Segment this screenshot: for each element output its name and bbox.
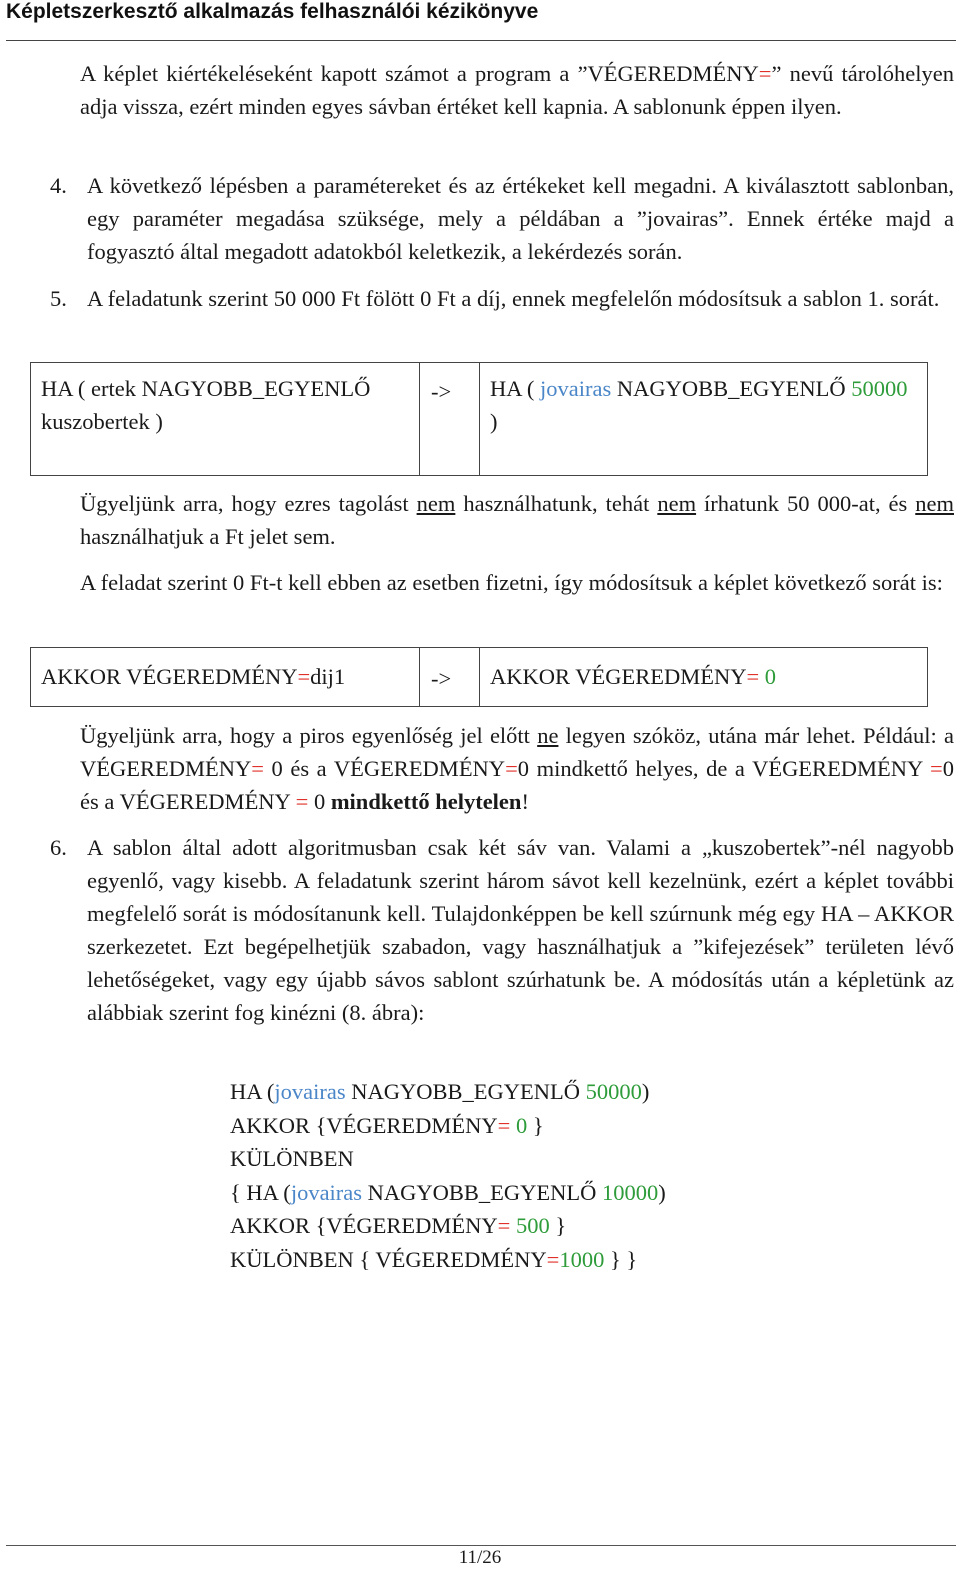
note-1-paragraph: Ügyeljünk arra, hogy ezres tagolást nem használhatunk, tehát nem írhatunk 50 000-at, és nem használhatjuk a Ft jelet sem. — [80, 491, 954, 549]
table-2-new-cell: AKKOR VÉGEREDMÉNY= 0 — [490, 664, 777, 689]
table-2-original-cell: AKKOR VÉGEREDMÉNY=dij1 — [41, 664, 346, 689]
formula-block — [230, 1075, 666, 1276]
table-1-arrow: -> — [431, 379, 452, 404]
note-2-paragraph: Ügyeljünk arra, hogy a piros egyenlőség jel előtt ne legyen szóköz, utána már lehet. Például: a VÉGEREDMÉNY= 0 és a VÉGEREDMÉNY=0 mindkettő helyes, de a VÉGEREDMÉNY =0 és a VÉGEREDMÉNY = 0 mindkettő helytelen! — [80, 723, 954, 814]
step-6-number: 6. — [50, 835, 67, 860]
step-5-number: 5. — [50, 286, 67, 311]
underlined-nem: nem — [416, 491, 456, 516]
step-4-number: 4. — [50, 173, 67, 198]
footer-divider — [6, 1545, 956, 1546]
red-equals: = — [758, 61, 772, 86]
bold-warning: mindkettő helytelen — [330, 789, 522, 814]
table-divider — [419, 363, 420, 475]
step-6-text: A sablon által adott algoritmusban csak két sáv van. Valami a „kuszobertek”-nél nagyobb egyenlő, vagy kisebb. A feladatunk szerint három sávot kell kezelnünk, ezért a képlet további megfelelő sorát is módosítanunk kell. Tulajdonképpen be kell szúrnunk még egy HA – AKKOR szerkezetet. Ezt begépelhetjük szabadon, vagy használhatjuk a ”kifejezések” területen lévő lehetőségeket, vagy egy újabb sávos sablont szúrhatunk be. A módosítás után a képletünk az alábbiak szerint fog kinézni (8. ábra): — [87, 835, 954, 1025]
page-header — [6, 0, 956, 41]
underlined-nem: nem — [657, 491, 697, 516]
formula-line-4: { HA (jovairas NAGYOBB_EGYENLŐ 10000) — [230, 1179, 666, 1205]
formula-line-1: HA (jovairas NAGYOBB_EGYENLŐ 50000) — [230, 1079, 650, 1104]
intro-paragraph — [80, 57, 954, 123]
underlined-ne: ne — [537, 723, 559, 748]
table-divider — [419, 648, 420, 706]
table-2-arrow: -> — [431, 666, 452, 691]
table-1-original-cell: HA ( ertek NAGYOBB_EGYENLŐ kuszobertek ) — [41, 376, 371, 434]
document-title: Képletszerkesztő alkalmazás felhasználói kézikönyve — [6, 0, 539, 23]
table-1-new-cell: HA ( jovairas NAGYOBB_EGYENLŐ 50000 ) — [490, 376, 908, 434]
formula-line-6: KÜLÖNBEN { VÉGEREDMÉNY=1000 } } — [230, 1246, 638, 1272]
table-divider — [479, 363, 480, 475]
formula-line-5: AKKOR {VÉGEREDMÉNY= 500 } — [230, 1213, 567, 1238]
table-divider — [479, 648, 480, 706]
value-0: 0 — [759, 664, 777, 689]
step-5-text: A feladatunk szerint 50 000 Ft fölött 0 Ft a díj, ennek megfelelőn módosítsuk a sablon 1. sorát. — [87, 286, 940, 311]
intro-text-b: ” nevű tárolóhelyen adja vissza, ezért minden egyes sávban értéket kell kapnia. A sablonunk éppen ilyen. — [80, 61, 954, 119]
replacement-table-1 — [30, 362, 928, 476]
underlined-nem: nem — [915, 491, 954, 516]
formula-line-2: AKKOR {VÉGEREDMÉNY= 0 } — [230, 1112, 544, 1138]
paragraph-2: A feladat szerint 0 Ft-t kell ebben az esetben fizetni, így módosítsuk a képlet következő sorát is: — [80, 570, 943, 595]
value-50000: 50000 — [851, 376, 908, 401]
red-equals: = — [746, 664, 760, 689]
red-equals: = — [297, 664, 311, 689]
replacement-table-2 — [30, 647, 928, 707]
formula-line-3: KÜLÖNBEN — [230, 1146, 354, 1171]
parameter-jovairas: jovairas — [540, 376, 612, 401]
intro-text-a: A képlet kiértékeléseként kapott számot a program a ”VÉGEREDMÉNY — [80, 61, 759, 86]
page-number: 11/26 — [458, 1547, 502, 1568]
step-4-text: A következő lépésben a paramétereket és az értékeket kell megadni. A kiválasztott sablonban, egy paraméter megadása szüksége, mely a példában a ”jovairas”. Ennek értéke majd a fogyasztó által megadott adatokból keletkezik, a lekérdezés során. — [87, 173, 954, 264]
